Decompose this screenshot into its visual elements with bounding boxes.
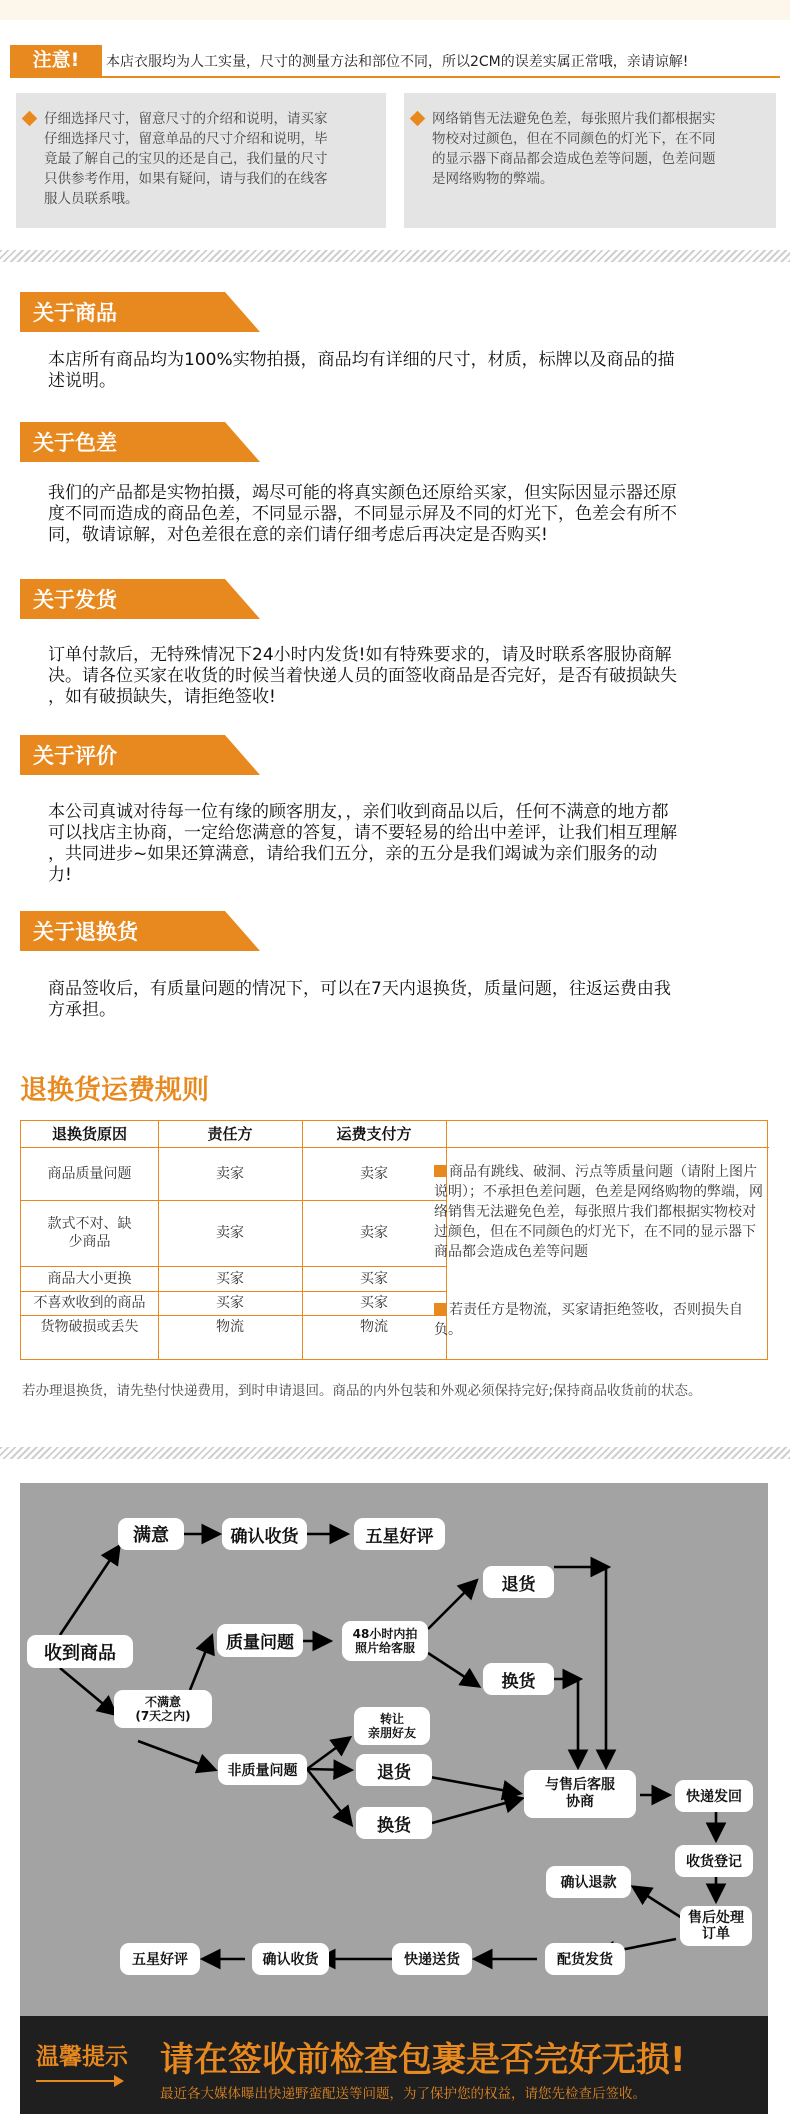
exchange-node: 换货	[483, 1663, 554, 1695]
header-payer: 运费支付方	[336, 1125, 412, 1143]
satisfied-node: 满意	[118, 1518, 184, 1550]
row-responsible: 物流	[216, 1319, 244, 1335]
unsatisfied-node: 不满意 (7天之内)	[114, 1690, 212, 1728]
section-body-review: 本公司真诚对待每一位有缘的顾客朋友，，亲们收到商品以后，任何不满意的地方都 可以找店主协商，一定给您满意的答复，请不要轻易的给出中差评，让我们相互理解 ，共同进步~如果还算满意，请给我们五分，亲的五分是我们竭诚为亲们服务的动 力!	[48, 802, 677, 885]
express-ship-node: 快递发回	[675, 1780, 753, 1812]
row-reason: 货物破损或丢失	[40, 1319, 139, 1335]
express-delivery-node: 快递送货	[392, 1943, 472, 1975]
arrow-right-icon	[36, 2080, 122, 2082]
notice-bar	[10, 45, 780, 78]
header-reason: 退换货原因	[51, 1125, 127, 1143]
row-payer: 物流	[360, 1319, 388, 1335]
row-reason: 款式不对、缺少商品	[47, 1216, 132, 1250]
section-body-returns: 商品签收后，有质量问题的情况下，可以在7天内退换货，质量问题，往返运费由我 方承担。	[48, 979, 671, 1020]
after-process-node: 售后处理 订单	[680, 1906, 752, 1946]
warm-tip-banner	[20, 2016, 768, 2114]
row-payer: 买家	[360, 1270, 388, 1287]
confirm-receipt-node: 确认收货	[222, 1518, 307, 1550]
divider	[0, 250, 790, 262]
size-note-box	[16, 93, 386, 228]
tip-label: 温馨提示	[36, 2044, 128, 2070]
five-star-node: 五星好评	[354, 1518, 445, 1550]
square-icon	[434, 1165, 446, 1177]
exchange-node: 换货	[356, 1807, 432, 1839]
square-icon	[434, 1303, 446, 1315]
five-star-node-2: 五星好评	[120, 1943, 200, 1975]
header-responsible: 责任方	[207, 1125, 253, 1143]
rules-note-quality: 商品有跳线、破洞、污点等质量问题（请附上图片说明）；不承担色差问题，色差是网络购物的弊端，网络销售无法避免色差，每张照片我们都根据实物校对过颜色，但在不同颜色的灯光下，在不同的显示器下商品都会造成色差等问题	[434, 1164, 763, 1260]
notice-tag: 注意!	[10, 45, 102, 76]
confirm-receipt-node-2: 确认收货	[252, 1943, 329, 1975]
return-node: 退货	[483, 1566, 554, 1598]
photo-48h-node: 48小时内拍 照片给客服	[342, 1621, 428, 1661]
receive-node: 收到商品	[27, 1635, 133, 1668]
non-quality-node: 非质量问题	[218, 1754, 307, 1785]
after-sales-node: 与售后客服 协商	[524, 1770, 636, 1818]
rules-title: 退换货运费规则	[20, 1075, 209, 1106]
divider	[0, 1447, 790, 1459]
rules-note-logistics: 若责任方是物流，买家请拒绝签收，否则损失自负。	[434, 1302, 743, 1338]
rules-footer: 若办理退换货，请先垫付快递费用，到时申请退回。商品的内外包装和外观必须保持完好;保持商品收货前的状态。	[22, 1383, 702, 1399]
flow-arrows	[20, 1483, 768, 2016]
tip-sub-text: 最近各大媒体曝出快递野蛮配送等问题，为了保护您的权益，请您先检查后签收。	[160, 2086, 646, 2102]
row-responsible: 买家	[216, 1270, 244, 1287]
section-header-returns: 关于退换货	[20, 911, 260, 951]
row-reason: 商品大小更换	[47, 1270, 132, 1287]
section-header-color: 关于色差	[20, 422, 260, 462]
receipt-register-node: 收货登记	[675, 1845, 753, 1877]
row-payer: 买家	[360, 1295, 388, 1311]
section-header-review: 关于评价	[20, 735, 260, 775]
section-header-product: 关于商品	[20, 292, 260, 332]
row-reason: 不喜欢收到的商品	[33, 1295, 146, 1311]
section-body-color: 我们的产品都是实物拍摄，竭尽可能的将真实颜色还原给买家，但实际因显示器还原 度不同而造成的商品色差，不同显示器，不同显示屏及不同的灯光下，色差会有所不 同，敬请谅解，对色差很在意的亲们请仔细考虑后再决定是否购买!	[48, 483, 677, 545]
section-body-shipping: 订单付款后，无特殊情况下24小时内发货!如有特殊要求的，请及时联系客服协商解 决。请各位买家在收货的时候当着快递人员的面签收商品是否完好，是否有破损缺失 ，如有破损缺失，请拒绝签收!	[48, 645, 677, 707]
top-strip	[0, 0, 790, 20]
confirm-refund-node: 确认退款	[546, 1866, 631, 1898]
row-responsible: 卖家	[216, 1225, 244, 1241]
return-flow-diagram	[20, 1483, 768, 2016]
tip-main-text: 请在签收前检查包裹是否完好无损!	[160, 2040, 686, 2080]
return-node: 退货	[356, 1754, 432, 1786]
section-body-product: 本店所有商品均为100%实物拍摄，商品均有详细的尺寸，材质，标牌以及商品的描 述说明。	[48, 350, 675, 391]
row-payer: 卖家	[360, 1165, 388, 1182]
color-note-box	[404, 93, 776, 228]
quality-issue-node: 质量问题	[217, 1624, 303, 1657]
row-responsible: 买家	[216, 1295, 244, 1311]
transfer-node: 转让 亲朋好友	[354, 1707, 430, 1745]
dispatch-node: 配货发货	[545, 1943, 625, 1975]
color-note-text: 网络销售无法避免色差，每张照片我们都根据实 物校对过颜色，但在不同颜色的灯光下，在不同 的显示器下商品都会造成色差等问题，色差问题 是网络购物的弊端。	[432, 111, 716, 187]
row-payer: 卖家	[360, 1225, 388, 1241]
row-reason: 商品质量问题	[47, 1165, 132, 1182]
notice-text: 本店衣服均为人工实量，尺寸的测量方法和部位不同，所以2CM的误差实属正常哦，亲请谅解!	[106, 54, 689, 70]
section-header-shipping: 关于发货	[20, 579, 260, 619]
row-responsible: 卖家	[216, 1165, 244, 1182]
size-note-text: 仔细选择尺寸，留意尺寸的介绍和说明，请买家 仔细选择尺寸，留意单品的尺寸介绍和说明，毕 竟最了解自己的宝贝的还是自己，我们量的尺寸 只供参考作用，如果有疑问，请与我们的在线客 服人员联系哦。	[44, 111, 328, 207]
